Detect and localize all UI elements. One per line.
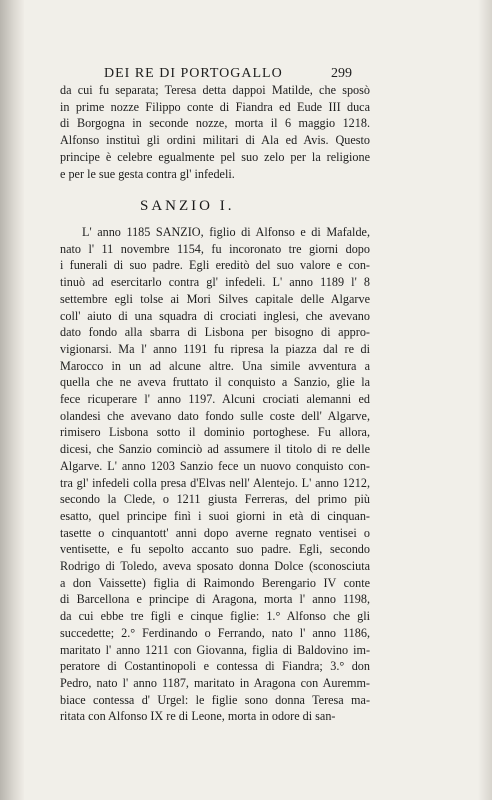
text-line: da cui fu separata; Teresa detta dappoi Matilde, che sposò [60,83,370,97]
page-gutter [0,0,24,800]
text-line: da cui ebbe tre figli e cinque figlie: 1.° Alfonso che gli [60,609,370,624]
text-line: biace contessa d' Urgel: le figlie sono donna Teresa ma- [60,692,370,707]
text-line: secondo la Clede, o 1211 giusta Ferreras, del primo più [60,492,370,507]
text-line: e per le sue gesta contra gl' infedeli. [60,166,235,181]
running-title: DEI RE DI PORTOGALLO [104,66,283,81]
text-line: ritata con Alfonso IX re di Leone, morta in odore di san- [60,709,336,724]
text-line: Marocco in un ad alcune altre. Una simile avventura a [60,358,370,373]
text-line: nato l' 11 novembre 1154, fu incoronato tre giorni dopo [60,241,370,256]
text-line: vigionarsi. Ma l' anno 1191 fu ripresa la piazza dal re di [60,341,370,356]
text-line: Rodrigo di Toledo, aveva sposato donna Dolce (sconosciuta [60,559,370,574]
text-line: dicesi, che Sanzio cominciò ad assumere il titolo di re delle [60,442,370,457]
text-line: di Barcellona e principe di Aragona, morta l' anno 1198, [60,592,370,607]
text-line: tasette o cinquantott' anni dopo averne regnato ventisei o [60,525,370,540]
text-line: coll' aiuto di una squadra di crociati inglesi, che avevano [60,308,370,323]
text-line: Algarve. L' anno 1203 Sanzio fece un nuovo conquisto con- [60,458,370,473]
page-edge [478,0,492,800]
intro-paragraph [60,82,370,182]
text-line: esatto, quel principe finì i suoi giorni in età di cinquan- [60,508,370,523]
text-line: ventisette, e fu sepolto accanto suo padre. Egli, secondo [60,542,370,557]
body-paragraph [60,224,370,725]
text-line: tinuò ad esercitarlo contra gl' infedeli. L' anno 1189 l' 8 [60,275,370,290]
text-line: dato fondo alla sbarra di Lisbona per bisogno di appro- [60,325,370,340]
text-line: olandesi che avevano dato fondo sulle coste dell' Algarve, [60,408,370,423]
text-line: di Borgogna in seconde nozze, morta il 6 maggio 1218. [60,116,370,131]
text-line: tra gl' infedeli colla presa d'Elvas nell' Alentejo. L' anno 1212, [60,475,370,490]
text-line: rimisero Lisbona sotto il dominio portoghese. Fu allora, [60,425,370,440]
text-line: Pedro, nato l' anno 1187, maritato in Aragona con Auremm- [60,675,370,690]
text-line: in prime nozze Filippo conte di Fiandra ed Eude III duca [60,99,370,114]
text-line: Alfonso instituì gli ordini militari di Ala ed Avis. Questo [60,133,370,148]
text-line: maritato l' anno 1211 con Giovanna, figlia di Baldovino im- [60,642,370,657]
section-title: SANZIO I. [140,198,235,214]
page-number: 299 [331,66,352,81]
text-line: succedette; 2.° Ferdinando o Ferrando, nato l' anno 1186, [60,625,370,640]
text-line: a don Vaissette) figlia di Raimondo Berengario IV conte [60,575,370,590]
text-line: fece ricuperare l' anno 1197. Alcuni crociati alemanni ed [60,392,370,407]
text-line: settembre egli tolse ai Mori Silves capitale delle Algarve [60,291,370,306]
text-line: quella che ne aveva fruttato il conquisto a Sanzio, glie la [60,375,370,390]
text-line: principe è celebre egualmente pel suo zelo per la religione [60,149,370,164]
text-line: peratore di Costantinopoli e contessa di Fiandra; 3.° don [60,659,370,674]
text-line: L' anno 1185 SANZIO, figlio di Alfonso e di Mafalde, [82,225,370,239]
text-line: i funerali di suo padre. Egli ereditò del suo valore e con- [60,258,370,273]
